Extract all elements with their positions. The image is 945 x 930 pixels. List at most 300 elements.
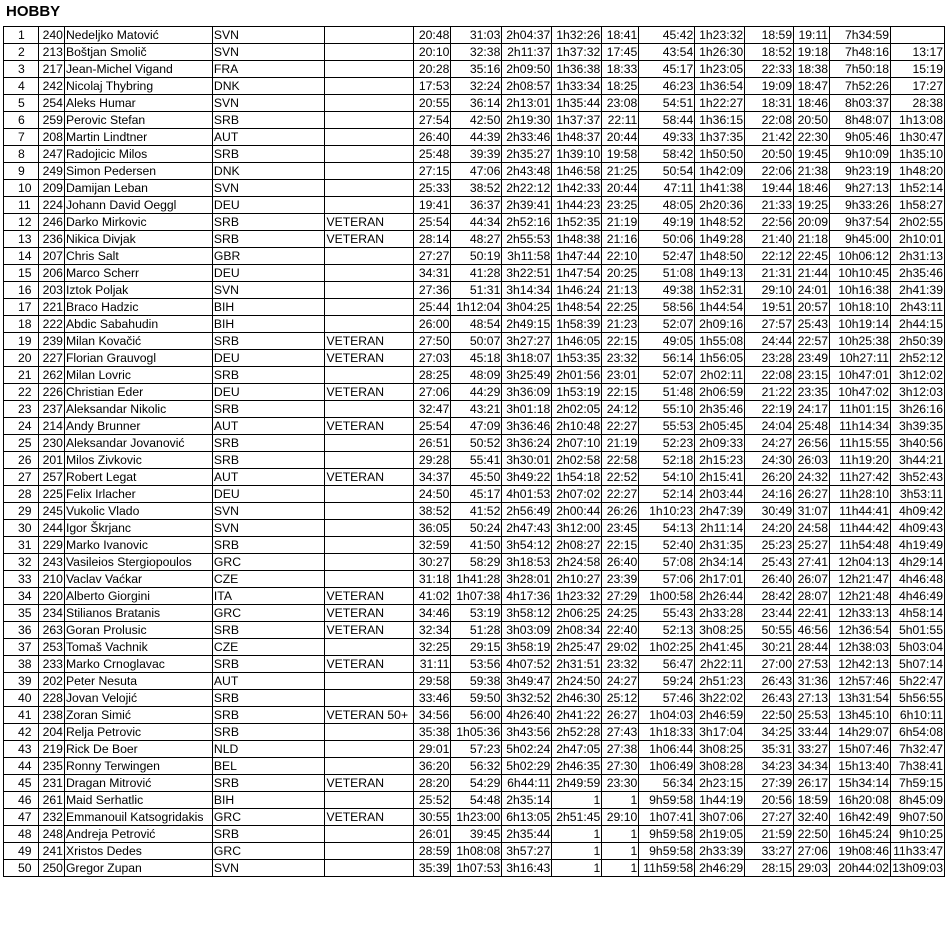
rank-cell: 15 (4, 265, 39, 282)
split-6-cell: 45:17 (639, 61, 695, 78)
athlete-name-cell: Relja Petrovic (64, 724, 212, 741)
split-1-cell: 34:56 (414, 707, 451, 724)
split-3-cell: 3h58:12 (502, 605, 552, 622)
athlete-name-cell: Jovan Velojić (64, 690, 212, 707)
split-3-cell: 3h18:53 (502, 554, 552, 571)
split-1-cell: 34:31 (414, 265, 451, 282)
table-row (4, 673, 945, 690)
split-9-cell: 25:53 (794, 707, 830, 724)
split-3-cell: 2h33:46 (502, 129, 552, 146)
split-4-cell: 1h53:19 (552, 384, 602, 401)
split-2-cell: 1h07:53 (451, 860, 502, 877)
bib-cell: 208 (38, 129, 64, 146)
split-8-cell: 22:08 (745, 367, 794, 384)
total-time-cell: 11h54:48 (830, 537, 891, 554)
athlete-name-cell: Braco Hadzic (64, 299, 212, 316)
gap-cell: 5h07:14 (891, 656, 945, 673)
category-cell (325, 639, 414, 656)
gap-cell: 4h46:49 (891, 588, 945, 605)
country-cell: SRB (212, 435, 325, 452)
split-3-cell: 2h19:30 (502, 112, 552, 129)
split-7-cell: 1h48:52 (695, 214, 745, 231)
split-5-cell: 26:27 (602, 707, 639, 724)
split-5-cell: 22:25 (602, 299, 639, 316)
split-4-cell: 1h46:05 (552, 333, 602, 350)
split-2-cell: 45:18 (451, 350, 502, 367)
split-4-cell: 1 (552, 843, 602, 860)
athlete-name-cell: Milos Zivkovic (64, 452, 212, 469)
split-8-cell: 21:33 (745, 197, 794, 214)
split-1-cell: 31:18 (414, 571, 451, 588)
split-8-cell: 24:04 (745, 418, 794, 435)
split-3-cell: 3h03:09 (502, 622, 552, 639)
category-cell (325, 163, 414, 180)
category-cell (325, 520, 414, 537)
bib-cell: 257 (38, 469, 64, 486)
country-cell: DEU (212, 384, 325, 401)
table-row (4, 299, 945, 316)
rank-cell: 40 (4, 690, 39, 707)
category-cell (325, 316, 414, 333)
split-8-cell: 21:22 (745, 384, 794, 401)
split-6-cell: 1h00:58 (639, 588, 695, 605)
split-1-cell: 27:27 (414, 248, 451, 265)
bib-cell: 247 (38, 146, 64, 163)
country-cell: AUT (212, 418, 325, 435)
bib-cell: 249 (38, 163, 64, 180)
split-9-cell: 18:38 (794, 61, 830, 78)
split-4-cell: 1h58:39 (552, 316, 602, 333)
split-4-cell: 2h31:51 (552, 656, 602, 673)
split-2-cell: 53:56 (451, 656, 502, 673)
gap-cell: 7h59:15 (891, 775, 945, 792)
table-row (4, 248, 945, 265)
total-time-cell: 10h16:38 (830, 282, 891, 299)
table-row (4, 78, 945, 95)
country-cell: DNK (212, 163, 325, 180)
split-9-cell: 34:34 (794, 758, 830, 775)
split-6-cell: 51:48 (639, 384, 695, 401)
split-8-cell: 30:49 (745, 503, 794, 520)
total-time-cell: 11h28:10 (830, 486, 891, 503)
category-cell (325, 843, 414, 860)
split-8-cell: 27:57 (745, 316, 794, 333)
split-3-cell: 3h43:56 (502, 724, 552, 741)
split-5-cell: 22:27 (602, 418, 639, 435)
country-cell: SVN (212, 27, 325, 44)
split-3-cell: 4h07:52 (502, 656, 552, 673)
split-5-cell: 20:25 (602, 265, 639, 282)
rank-cell: 26 (4, 452, 39, 469)
country-cell: SRB (212, 775, 325, 792)
athlete-name-cell: Maid Serhatlic (64, 792, 212, 809)
country-cell: SVN (212, 282, 325, 299)
gap-cell: 7h38:41 (891, 758, 945, 775)
split-7-cell: 2h47:39 (695, 503, 745, 520)
split-1-cell: 20:48 (414, 27, 451, 44)
bib-cell: 207 (38, 248, 64, 265)
split-1-cell: 26:51 (414, 435, 451, 452)
split-6-cell: 43:54 (639, 44, 695, 61)
split-1-cell: 32:59 (414, 537, 451, 554)
total-time-cell: 11h15:55 (830, 435, 891, 452)
split-6-cell: 59:24 (639, 673, 695, 690)
bib-cell: 254 (38, 95, 64, 112)
split-7-cell: 2h09:33 (695, 435, 745, 452)
split-6-cell: 52:13 (639, 622, 695, 639)
rank-cell: 42 (4, 724, 39, 741)
split-8-cell: 35:31 (745, 741, 794, 758)
gap-cell: 5h22:47 (891, 673, 945, 690)
total-time-cell: 16h45:24 (830, 826, 891, 843)
gap-cell: 6h10:11 (891, 707, 945, 724)
country-cell: BIH (212, 792, 325, 809)
split-9-cell: 19:45 (794, 146, 830, 163)
rank-cell: 8 (4, 146, 39, 163)
table-row (4, 503, 945, 520)
bib-cell: 234 (38, 605, 64, 622)
split-8-cell: 50:55 (745, 622, 794, 639)
bib-cell: 210 (38, 571, 64, 588)
split-7-cell: 2h33:39 (695, 843, 745, 860)
split-8-cell: 21:40 (745, 231, 794, 248)
split-9-cell: 21:44 (794, 265, 830, 282)
athlete-name-cell: Ronny Terwingen (64, 758, 212, 775)
split-4-cell: 2h06:25 (552, 605, 602, 622)
table-row (4, 554, 945, 571)
split-8-cell: 18:52 (745, 44, 794, 61)
total-time-cell: 16h20:08 (830, 792, 891, 809)
athlete-name-cell: Aleks Humar (64, 95, 212, 112)
split-4-cell: 2h01:56 (552, 367, 602, 384)
split-2-cell: 48:27 (451, 231, 502, 248)
split-3-cell: 2h55:53 (502, 231, 552, 248)
split-9-cell: 22:41 (794, 605, 830, 622)
country-cell: GRC (212, 605, 325, 622)
category-cell (325, 78, 414, 95)
split-5-cell: 24:12 (602, 401, 639, 418)
split-5-cell: 22:15 (602, 537, 639, 554)
split-1-cell: 19:41 (414, 197, 451, 214)
athlete-name-cell: Darko Mirkovic (64, 214, 212, 231)
athlete-name-cell: Vukolic Vlado (64, 503, 212, 520)
split-3-cell: 3h49:22 (502, 469, 552, 486)
split-5-cell: 1 (602, 826, 639, 843)
split-2-cell: 50:07 (451, 333, 502, 350)
total-time-cell: 9h10:09 (830, 146, 891, 163)
split-6-cell: 52:18 (639, 452, 695, 469)
gap-cell: 1h13:08 (891, 112, 945, 129)
split-5-cell: 19:58 (602, 146, 639, 163)
split-2-cell: 42:50 (451, 112, 502, 129)
gap-cell: 4h09:43 (891, 520, 945, 537)
table-row (4, 435, 945, 452)
split-8-cell: 21:59 (745, 826, 794, 843)
split-2-cell: 51:31 (451, 282, 502, 299)
table-row (4, 367, 945, 384)
split-1-cell: 27:06 (414, 384, 451, 401)
split-3-cell: 3h04:25 (502, 299, 552, 316)
split-4-cell: 2h24:58 (552, 554, 602, 571)
country-cell: AUT (212, 129, 325, 146)
split-5-cell: 20:44 (602, 180, 639, 197)
split-7-cell: 2h26:44 (695, 588, 745, 605)
bib-cell: 238 (38, 707, 64, 724)
table-row (4, 469, 945, 486)
split-6-cell: 58:44 (639, 112, 695, 129)
split-4-cell: 1h54:18 (552, 469, 602, 486)
split-5-cell: 23:32 (602, 656, 639, 673)
split-9-cell: 21:38 (794, 163, 830, 180)
athlete-name-cell: Igor Škrjanc (64, 520, 212, 537)
gap-cell: 13:17 (891, 44, 945, 61)
split-9-cell: 18:46 (794, 180, 830, 197)
split-5-cell: 23:01 (602, 367, 639, 384)
rank-cell: 33 (4, 571, 39, 588)
table-row (4, 197, 945, 214)
split-4-cell: 2h47:05 (552, 741, 602, 758)
country-cell: SRB (212, 826, 325, 843)
split-1-cell: 26:40 (414, 129, 451, 146)
category-cell (325, 826, 414, 843)
split-7-cell: 1h50:50 (695, 146, 745, 163)
split-7-cell: 1h37:35 (695, 129, 745, 146)
split-8-cell: 24:16 (745, 486, 794, 503)
total-time-cell: 12h33:13 (830, 605, 891, 622)
total-time-cell: 10h06:12 (830, 248, 891, 265)
split-9-cell: 22:50 (794, 826, 830, 843)
split-9-cell: 20:50 (794, 112, 830, 129)
split-4-cell: 1 (552, 826, 602, 843)
country-cell: SRB (212, 231, 325, 248)
split-1-cell: 27:54 (414, 112, 451, 129)
gap-cell: 2h43:11 (891, 299, 945, 316)
split-2-cell: 41:50 (451, 537, 502, 554)
split-4-cell: 2h07:10 (552, 435, 602, 452)
split-5-cell: 21:25 (602, 163, 639, 180)
total-time-cell: 9h37:54 (830, 214, 891, 231)
rank-cell: 24 (4, 418, 39, 435)
split-5-cell: 18:41 (602, 27, 639, 44)
split-2-cell: 50:52 (451, 435, 502, 452)
split-9-cell: 26:56 (794, 435, 830, 452)
split-2-cell: 44:29 (451, 384, 502, 401)
split-5-cell: 18:33 (602, 61, 639, 78)
split-1-cell: 25:54 (414, 214, 451, 231)
athlete-name-cell: Alberto Giorgini (64, 588, 212, 605)
split-2-cell: 39:39 (451, 146, 502, 163)
total-time-cell: 15h07:46 (830, 741, 891, 758)
split-2-cell: 56:32 (451, 758, 502, 775)
table-row (4, 112, 945, 129)
gap-cell: 2h10:01 (891, 231, 945, 248)
table-row (4, 129, 945, 146)
split-7-cell: 2h05:45 (695, 418, 745, 435)
split-2-cell: 48:54 (451, 316, 502, 333)
category-cell (325, 146, 414, 163)
split-6-cell: 58:56 (639, 299, 695, 316)
split-4-cell: 1h46:58 (552, 163, 602, 180)
bib-cell: 240 (38, 27, 64, 44)
split-5-cell: 1 (602, 792, 639, 809)
country-cell: AUT (212, 469, 325, 486)
split-9-cell: 27:13 (794, 690, 830, 707)
rank-cell: 35 (4, 605, 39, 622)
split-3-cell: 3h22:51 (502, 265, 552, 282)
rank-cell: 16 (4, 282, 39, 299)
split-6-cell: 54:10 (639, 469, 695, 486)
split-9-cell: 20:57 (794, 299, 830, 316)
split-6-cell: 58:42 (639, 146, 695, 163)
table-row (4, 605, 945, 622)
split-4-cell: 1h36:38 (552, 61, 602, 78)
country-cell: GRC (212, 843, 325, 860)
category-cell (325, 673, 414, 690)
table-row (4, 588, 945, 605)
split-8-cell: 34:23 (745, 758, 794, 775)
split-3-cell: 3h28:01 (502, 571, 552, 588)
total-time-cell: 11h14:34 (830, 418, 891, 435)
country-cell: SRB (212, 146, 325, 163)
split-6-cell: 55:43 (639, 605, 695, 622)
category-cell (325, 758, 414, 775)
split-7-cell: 2h15:41 (695, 469, 745, 486)
country-cell: SRB (212, 690, 325, 707)
athlete-name-cell: Florian Grauvogl (64, 350, 212, 367)
split-3-cell: 2h52:16 (502, 214, 552, 231)
split-8-cell: 19:09 (745, 78, 794, 95)
split-1-cell: 28:20 (414, 775, 451, 792)
category-cell (325, 112, 414, 129)
split-3-cell: 3h58:19 (502, 639, 552, 656)
split-1-cell: 28:59 (414, 843, 451, 860)
table-row (4, 843, 945, 860)
rank-cell: 27 (4, 469, 39, 486)
split-1-cell: 30:27 (414, 554, 451, 571)
table-row (4, 860, 945, 877)
bib-cell: 263 (38, 622, 64, 639)
split-2-cell: 29:15 (451, 639, 502, 656)
gap-cell: 5h56:55 (891, 690, 945, 707)
country-cell: DEU (212, 486, 325, 503)
split-4-cell: 2h00:44 (552, 503, 602, 520)
split-2-cell: 44:34 (451, 214, 502, 231)
rank-cell: 47 (4, 809, 39, 826)
split-4-cell: 1h52:35 (552, 214, 602, 231)
split-9-cell: 19:25 (794, 197, 830, 214)
split-2-cell: 41:28 (451, 265, 502, 282)
split-8-cell: 34:25 (745, 724, 794, 741)
category-cell (325, 724, 414, 741)
split-5-cell: 22:27 (602, 486, 639, 503)
country-cell: SVN (212, 44, 325, 61)
split-5-cell: 29:02 (602, 639, 639, 656)
table-row (4, 724, 945, 741)
split-8-cell: 24:44 (745, 333, 794, 350)
split-4-cell: 2h07:02 (552, 486, 602, 503)
country-cell: SVN (212, 503, 325, 520)
split-4-cell: 1h39:10 (552, 146, 602, 163)
split-7-cell: 2h46:29 (695, 860, 745, 877)
athlete-name-cell: Rick De Boer (64, 741, 212, 758)
rank-cell: 11 (4, 197, 39, 214)
split-6-cell: 11h59:58 (639, 860, 695, 877)
split-5-cell: 22:10 (602, 248, 639, 265)
gap-cell: 5h01:55 (891, 622, 945, 639)
split-2-cell: 41:52 (451, 503, 502, 520)
table-row (4, 486, 945, 503)
split-2-cell: 32:38 (451, 44, 502, 61)
split-9-cell: 27:41 (794, 554, 830, 571)
split-9-cell: 19:11 (794, 27, 830, 44)
split-5-cell: 20:44 (602, 129, 639, 146)
total-time-cell: 7h52:26 (830, 78, 891, 95)
split-7-cell: 1h41:38 (695, 180, 745, 197)
gap-cell: 4h58:14 (891, 605, 945, 622)
category-cell: VETERAN (325, 622, 414, 639)
split-7-cell: 2h09:16 (695, 316, 745, 333)
split-7-cell: 1h36:54 (695, 78, 745, 95)
split-8-cell: 26:20 (745, 469, 794, 486)
split-6-cell: 52:07 (639, 367, 695, 384)
bib-cell: 236 (38, 231, 64, 248)
split-8-cell: 24:27 (745, 435, 794, 452)
bib-cell: 201 (38, 452, 64, 469)
split-4-cell: 1h46:24 (552, 282, 602, 299)
split-1-cell: 17:53 (414, 78, 451, 95)
rank-cell: 6 (4, 112, 39, 129)
bib-cell: 250 (38, 860, 64, 877)
split-2-cell: 53:19 (451, 605, 502, 622)
split-4-cell: 1h23:32 (552, 588, 602, 605)
gap-cell: 2h41:39 (891, 282, 945, 299)
split-8-cell: 20:50 (745, 146, 794, 163)
total-time-cell: 10h47:01 (830, 367, 891, 384)
split-8-cell: 25:23 (745, 537, 794, 554)
total-time-cell: 12h36:54 (830, 622, 891, 639)
split-4-cell: 2h46:30 (552, 690, 602, 707)
athlete-name-cell: Perovic Stefan (64, 112, 212, 129)
split-5-cell: 23:32 (602, 350, 639, 367)
athlete-name-cell: Boštjan Smolič (64, 44, 212, 61)
bib-cell: 262 (38, 367, 64, 384)
rank-cell: 23 (4, 401, 39, 418)
split-8-cell: 22:56 (745, 214, 794, 231)
category-cell: VETERAN (325, 809, 414, 826)
split-3-cell: 3h11:58 (502, 248, 552, 265)
bib-cell: 226 (38, 384, 64, 401)
split-5-cell: 23:30 (602, 775, 639, 792)
split-4-cell: 1h33:34 (552, 78, 602, 95)
rank-cell: 19 (4, 333, 39, 350)
country-cell: DEU (212, 350, 325, 367)
split-5-cell: 21:16 (602, 231, 639, 248)
table-row (4, 622, 945, 639)
split-7-cell: 2h34:14 (695, 554, 745, 571)
split-6-cell: 54:13 (639, 520, 695, 537)
total-time-cell: 10h25:38 (830, 333, 891, 350)
split-9-cell: 27:53 (794, 656, 830, 673)
split-3-cell: 3h18:07 (502, 350, 552, 367)
bib-cell: 253 (38, 639, 64, 656)
split-1-cell: 26:00 (414, 316, 451, 333)
split-6-cell: 1h04:03 (639, 707, 695, 724)
split-2-cell: 36:37 (451, 197, 502, 214)
split-1-cell: 27:15 (414, 163, 451, 180)
split-1-cell: 20:55 (414, 95, 451, 112)
category-cell: VETERAN (325, 214, 414, 231)
split-8-cell: 23:44 (745, 605, 794, 622)
